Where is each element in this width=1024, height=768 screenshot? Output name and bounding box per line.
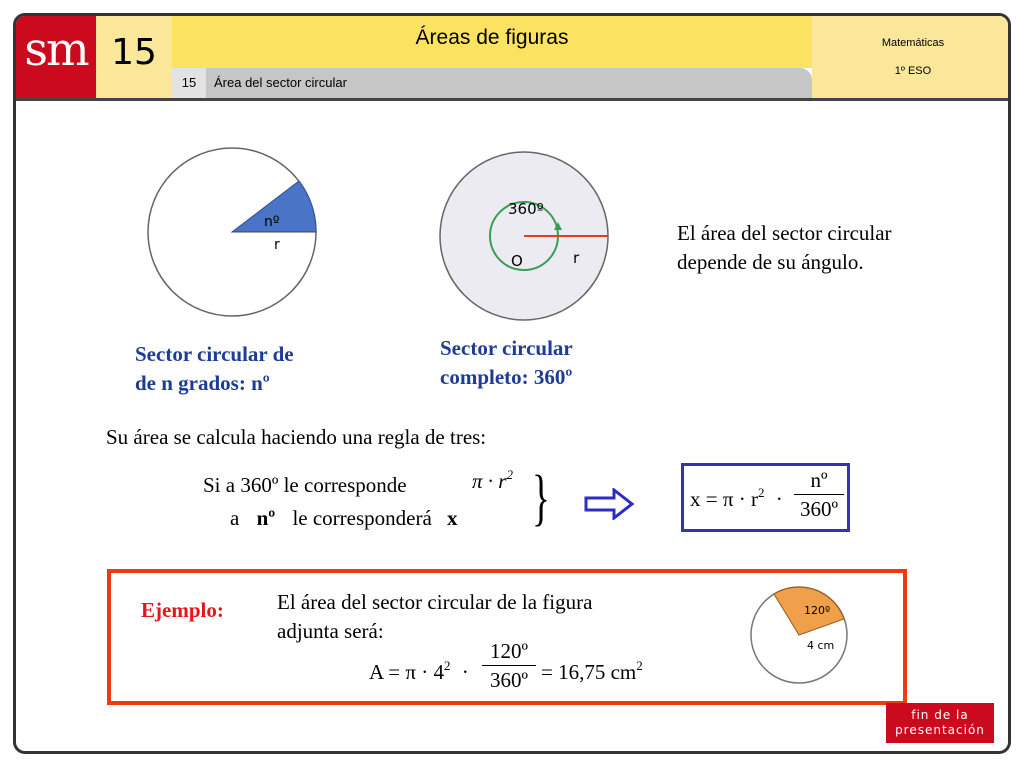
page-title: Áreas de figuras <box>415 26 569 49</box>
sector-caption <box>135 340 294 398</box>
example-fraction <box>482 639 536 692</box>
result-lhs-text: x = π · r <box>690 487 758 511</box>
full-radius-label: r <box>573 249 580 267</box>
example-text-line1: El área del sector circular de la figura <box>277 590 593 614</box>
sector-radius-label: r <box>274 237 280 253</box>
example-numerator: 120º <box>489 639 528 663</box>
sm-logo: sm <box>16 16 96 98</box>
example-rhs-text: = 16,75 cm <box>541 660 637 684</box>
example-lhs-exp: 2 <box>443 658 451 673</box>
end-presentation-button[interactable] <box>886 703 994 743</box>
subject-label: Matemáticas <box>881 37 945 49</box>
rule-line2 <box>230 504 458 533</box>
example-fraction-bar <box>482 665 536 666</box>
rule-brace: } <box>531 464 550 532</box>
sector-caption-line2: de n grados: nº <box>135 371 270 395</box>
result-dot: · <box>775 487 783 511</box>
rule-line1-text: Si a 360º le corresponde <box>203 473 407 497</box>
rule-value-exp: 2 <box>506 467 513 482</box>
example-rhs-exp: 2 <box>636 658 643 673</box>
example-denominator: 360º <box>489 668 528 692</box>
full-caption <box>440 334 573 392</box>
rule-line2-x: x <box>447 506 458 530</box>
rule-intro: Su área se calcula haciendo una regla de tres: <box>106 425 487 449</box>
header-divider <box>16 98 1011 101</box>
implies-arrow-icon <box>584 488 636 520</box>
slide-frame <box>13 13 1011 754</box>
center-label: O <box>511 252 523 270</box>
section-number: 15 <box>172 68 206 98</box>
example-formula-lhs <box>369 658 469 687</box>
side-note <box>677 219 892 277</box>
rule-line2-n: nº <box>256 506 276 530</box>
end-button-line1: fin de la <box>911 708 969 722</box>
sector-diagram <box>144 144 324 324</box>
end-button-line2: presentación <box>895 723 985 737</box>
grade-label: 1º ESO <box>894 65 932 77</box>
example-lhs-text: A = π · 4 <box>369 660 444 684</box>
example-text-line2: adjunta será: <box>277 619 384 643</box>
rule-value-text: π · r <box>472 469 507 493</box>
sector-caption-line1: Sector circular de <box>135 342 294 366</box>
example-angle-label: 120º <box>804 604 831 617</box>
rule-line1-value <box>472 467 513 496</box>
example-formula-rhs <box>541 658 643 687</box>
full-angle-label: 360º <box>508 200 544 218</box>
section-title: Área del sector circular <box>214 75 347 90</box>
side-note-line1: El área del sector circular <box>677 221 892 245</box>
section-band <box>172 68 812 98</box>
unit-number: 15 <box>96 16 172 98</box>
result-lhs <box>690 485 783 514</box>
example-label: Ejemplo: <box>141 598 224 622</box>
side-note-line2: depende de su ángulo. <box>677 250 864 274</box>
title-band <box>172 16 812 68</box>
course-info <box>812 16 1011 98</box>
rule-line2-text: le corresponderá <box>292 506 432 530</box>
example-box <box>107 569 907 705</box>
rule-line2-a: a <box>230 506 240 530</box>
result-fraction-bar <box>794 494 844 495</box>
full-caption-line1: Sector circular <box>440 336 573 360</box>
full-caption-line2: completo: 360º <box>440 365 573 389</box>
sector-angle-label: nº <box>264 214 280 230</box>
full-circle-diagram <box>438 150 614 326</box>
result-exp: 2 <box>757 485 765 500</box>
example-sector-diagram <box>747 581 857 691</box>
result-numerator: nº <box>810 468 828 492</box>
rule-line1 <box>203 471 407 500</box>
example-text <box>277 588 592 646</box>
result-fraction <box>794 468 844 521</box>
result-denominator: 360º <box>799 497 838 521</box>
example-dot: · <box>461 660 469 684</box>
example-radius-label: 4 cm <box>807 639 835 652</box>
result-formula-box <box>681 463 850 532</box>
